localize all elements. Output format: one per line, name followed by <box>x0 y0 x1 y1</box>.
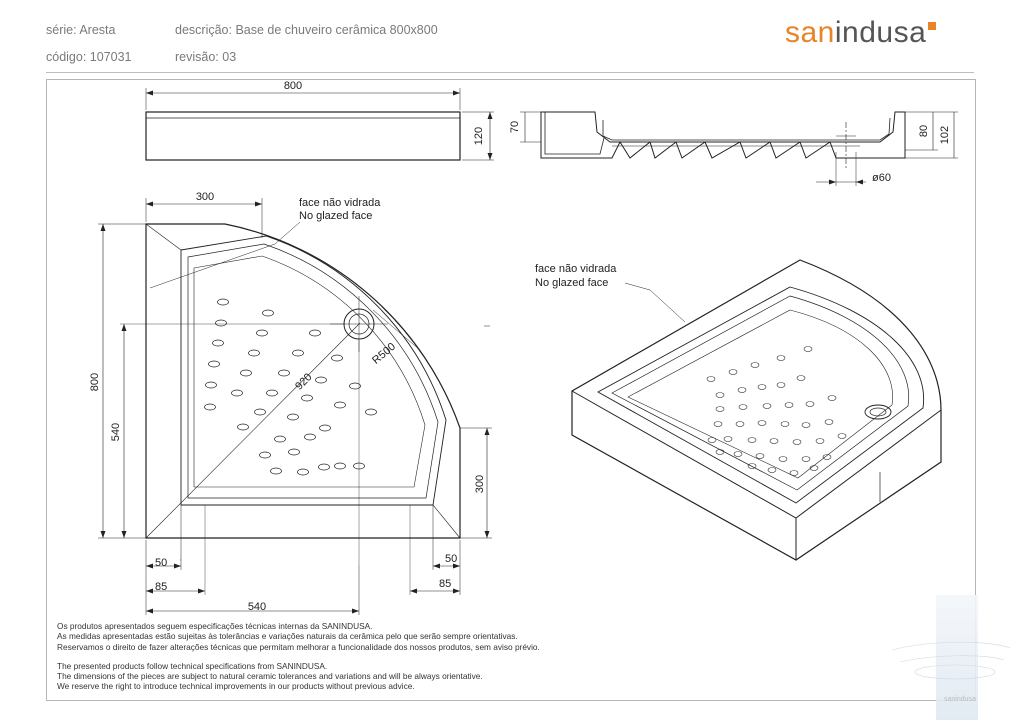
note-en-3: We reserve the right to introduce technical improvements in our products without previous advice. <box>57 681 415 692</box>
serie-label: série: Aresta <box>46 23 116 37</box>
dim-plan-right-300: 300 <box>474 474 486 494</box>
note-pt-2: As medidas apresentadas estão sujeitas às tolerâncias e variações naturais da cerâmica pelo que serão sempre orientativas. <box>57 631 518 642</box>
note-pt-1: Os produtos apresentados seguem especificações técnicas internas da SANINDUSA. <box>57 621 373 631</box>
note-en-2: The dimensions of the pieces are subject to natural ceramic tolerances and variations and will be always orientative. <box>57 671 483 682</box>
dim-plan-bl-50: 50 <box>155 557 168 569</box>
dim-plan-diagonal-920: 920 <box>293 371 315 393</box>
plan-label-en: No glazed face <box>299 210 373 222</box>
disclaimer-notes <box>57 621 540 692</box>
revision-label: revisão: 03 <box>175 50 237 64</box>
plan-view <box>98 198 492 615</box>
dim-plan-bottom-540: 540 <box>247 601 267 613</box>
dim-section-drain: ø60 <box>872 172 891 184</box>
dim-section-70: 70 <box>509 120 521 134</box>
isometric-view <box>572 260 941 560</box>
dim-plan-left-540: 540 <box>110 422 122 442</box>
iso-label-en: No glazed face <box>535 277 609 289</box>
dim-plan-br-85: 85 <box>439 578 452 590</box>
plan-label-pt: face não vidrada <box>299 197 381 209</box>
front-elevation-view <box>146 88 494 160</box>
watermark-text: sanindusa <box>944 696 976 703</box>
dim-section-80: 80 <box>918 124 930 138</box>
iso-label-pt: face não vidrada <box>535 263 617 275</box>
note-en-1: The presented products follow technical specifications from SANINDUSA. <box>57 660 328 671</box>
dim-top-120: 120 <box>473 126 485 146</box>
code-label: código: 107031 <box>46 50 132 64</box>
brand-logo-san: san <box>785 16 835 49</box>
dim-plan-bl-85: 85 <box>155 581 168 593</box>
dim-top-800: 800 <box>283 80 303 92</box>
watermark-sketch <box>892 642 1010 679</box>
description-label: descrição: Base de chuveiro cerâmica 800x800 <box>175 23 438 37</box>
dim-plan-left-800: 800 <box>89 372 101 392</box>
section-view <box>520 112 958 186</box>
dim-section-102: 102 <box>939 125 951 145</box>
dim-plan-radius: R500 <box>370 340 399 367</box>
dim-plan-top-300: 300 <box>195 191 215 203</box>
note-pt-3: Reservamos o direito de fazer alterações técnicas que permitam melhorar a funcionalidade dos nossos produtos, sem aviso prévio. <box>57 641 540 652</box>
dim-plan-br-50: 50 <box>445 553 458 565</box>
brand-logo-indusa: indusa <box>834 16 927 49</box>
